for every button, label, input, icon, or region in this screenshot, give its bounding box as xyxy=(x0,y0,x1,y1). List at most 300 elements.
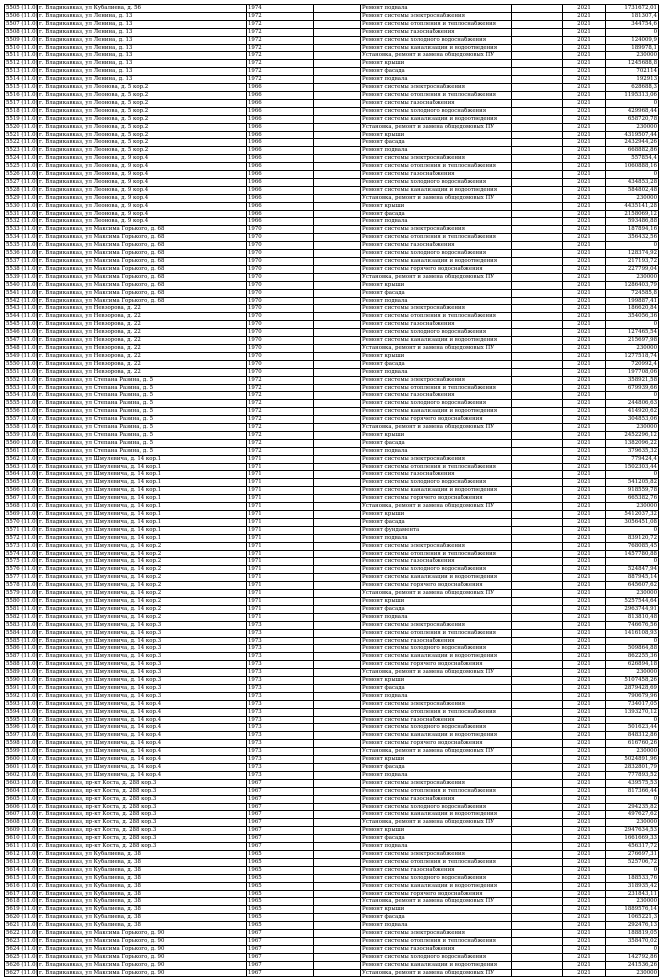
row-street: ул Кубалиева, д. 38 xyxy=(85,898,141,905)
row-id: 5597 (11.0) xyxy=(6,732,38,739)
table-row xyxy=(5,511,659,519)
row-plan-year: 2021 xyxy=(563,76,606,84)
row-empty-cell xyxy=(314,700,361,708)
row-id: 5507 (11.0) xyxy=(6,20,38,27)
table-row xyxy=(5,677,659,685)
row-cost: 227799,04 xyxy=(606,265,659,273)
row-city: г. Владикавказ xyxy=(39,408,82,415)
row-cost: 456317,72 xyxy=(606,843,659,851)
row-empty-cell xyxy=(314,226,361,234)
row-empty-cell xyxy=(512,313,563,321)
row-build-year: 1970 xyxy=(247,250,314,258)
row-address: г. Владикавказ, ул Кубалиева, д. 38 xyxy=(38,874,247,882)
row-work-type: Ремонт крыши xyxy=(361,202,512,210)
row-plan-year: 2021 xyxy=(563,5,606,13)
row-empty-cell xyxy=(314,400,361,408)
row-cost: 0 xyxy=(606,945,659,953)
row-empty-cell xyxy=(314,732,361,740)
table-row xyxy=(5,60,659,68)
row-address: г. Владикавказ, ул Максима Горького, д. 68 xyxy=(38,289,247,297)
row-plan-year: 2021 xyxy=(563,171,606,179)
row-build-year: 1966 xyxy=(247,171,314,179)
row-work-type: Ремонт фасада xyxy=(361,68,512,76)
row-id: 5571 (11.0) xyxy=(6,526,38,533)
row-street: ул Степана Разина, д. 5 xyxy=(85,392,154,399)
row-street: ул Ленина, д. 13 xyxy=(85,36,133,43)
row-address: г. Владикавказ, ул Максима Горького, д. 68 xyxy=(38,250,247,258)
row-id: 5559 (11.0) xyxy=(6,431,38,438)
row-id: 5569 (11.0) xyxy=(6,511,38,517)
row-build-year: 1971 xyxy=(247,597,314,605)
row-address: г. Владикавказ, ул Степана Разина, д. 5 xyxy=(38,392,247,400)
row-empty-cell xyxy=(314,827,361,835)
row-build-year: 1966 xyxy=(247,163,314,171)
row-cost: 414920,62 xyxy=(606,408,659,416)
row-street: ул Степана Разина, д. 5 xyxy=(85,439,154,446)
row-plan-year: 2021 xyxy=(563,621,606,629)
row-plan-year: 2021 xyxy=(563,724,606,732)
table-row xyxy=(5,463,659,471)
row-work-type: Ремонт системы электроснабжения xyxy=(361,621,512,629)
row-build-year: 1972 xyxy=(247,12,314,20)
row-build-year: 1971 xyxy=(247,574,314,582)
row-build-year: 1965 xyxy=(247,890,314,898)
table-row xyxy=(5,803,659,811)
row-street: ул Невзорова, д. 22 xyxy=(85,337,141,344)
row-cost: 230000 xyxy=(606,503,659,511)
row-build-year: 1966 xyxy=(247,99,314,107)
row-build-year: 1966 xyxy=(247,186,314,194)
table-row xyxy=(5,431,659,439)
row-id: 5511 (11.0) xyxy=(6,52,38,59)
table-row xyxy=(5,503,659,511)
row-work-type: Ремонт фасада xyxy=(361,605,512,613)
row-city: г. Владикавказ xyxy=(39,250,82,257)
row-address: г. Владикавказ, ул Шмулевича, д. 14 кор.3 xyxy=(38,669,247,677)
row-id: 5557 (11.0) xyxy=(6,416,38,423)
row-cost: 3056451,08 xyxy=(606,518,659,526)
row-empty-cell xyxy=(314,684,361,692)
row-empty-cell xyxy=(314,28,361,36)
table-row xyxy=(5,250,659,258)
row-empty-cell xyxy=(314,463,361,471)
row-work-type: Ремонт подвала xyxy=(361,218,512,226)
row-street: ул Кубалиева, д. 38 xyxy=(85,874,141,881)
row-plan-year: 2021 xyxy=(563,226,606,234)
table-row xyxy=(5,400,659,408)
row-street: ул Шмулевича, д. 14 кор.1 xyxy=(85,518,162,525)
row-city: г. Владикавказ xyxy=(39,764,82,770)
row-city: г. Владикавказ xyxy=(39,700,82,707)
row-address: г. Владикавказ, пр-кт Коста, д. 288 кор.3 xyxy=(38,819,247,827)
row-city: г. Владикавказ xyxy=(39,424,82,431)
row-cost: 665382,76 xyxy=(606,495,659,503)
row-city: г. Владикавказ xyxy=(39,463,82,470)
row-work-type: Ремонт системы холодного водоснабжения xyxy=(361,329,512,337)
table-row xyxy=(5,645,659,653)
row-empty-cell xyxy=(512,677,563,685)
row-address: г. Владикавказ, ул Леонова, д. 5 кор.2 xyxy=(38,91,247,99)
row-build-year: 1971 xyxy=(247,613,314,621)
row-empty-cell xyxy=(314,637,361,645)
row-plan-year: 2021 xyxy=(563,795,606,803)
row-empty-cell xyxy=(512,566,563,574)
row-work-type: Установка, ремонт и замена общедомовых ПУ xyxy=(361,669,512,677)
row-empty-cell xyxy=(512,60,563,68)
row-plan-year: 2021 xyxy=(563,922,606,930)
row-cost: 1060888,16 xyxy=(606,163,659,171)
row-street: ул Шмулевича, д. 14 кор.2 xyxy=(85,558,162,565)
row-id: 5527 (11.0) xyxy=(6,178,38,185)
table-row xyxy=(5,99,659,107)
row-id: 5586 (11.0) xyxy=(6,645,38,652)
row-empty-cell xyxy=(314,835,361,843)
row-empty-cell xyxy=(314,210,361,218)
row-build-year: 1970 xyxy=(247,281,314,289)
row-city: г. Владикавказ xyxy=(39,503,82,510)
table-row xyxy=(5,526,659,534)
row-street: ул Степана Разина, д. 5 xyxy=(85,447,154,454)
row-id: 5526 (11.0) xyxy=(6,171,38,178)
row-build-year: 1972 xyxy=(247,20,314,28)
row-plan-year: 2021 xyxy=(563,945,606,953)
row-street: ул Шмулевича, д. 14 кор.1 xyxy=(85,479,162,486)
row-plan-year: 2021 xyxy=(563,202,606,210)
row-street: ул Шмулевича, д. 14 кор.4 xyxy=(85,740,162,747)
row-work-type: Ремонт системы канализации и водоотведения xyxy=(361,653,512,661)
row-plan-year: 2021 xyxy=(563,566,606,574)
row-street: ул Шмулевича, д. 14 кор.3 xyxy=(85,653,162,660)
row-street: ул Максима Горького, д. 90 xyxy=(85,930,165,937)
table-row xyxy=(5,139,659,147)
row-empty-cell xyxy=(512,858,563,866)
row-build-year: 1972 xyxy=(247,447,314,455)
row-address: г. Владикавказ, ул Максима Горького, д. 68 xyxy=(38,281,247,289)
row-address: г. Владикавказ, ул Шмулевича, д. 14 кор.3 xyxy=(38,677,247,685)
row-id: 5517 (11.0) xyxy=(6,99,38,106)
row-cost: 0 xyxy=(606,471,659,479)
row-plan-year: 2021 xyxy=(563,155,606,163)
row-cost: 358921,58 xyxy=(606,376,659,384)
row-city: г. Владикавказ xyxy=(39,803,82,810)
row-city: г. Владикавказ xyxy=(39,392,82,399)
row-address: г. Владикавказ, ул Максима Горького, д. 68 xyxy=(38,265,247,273)
row-empty-cell xyxy=(314,408,361,416)
row-build-year: 1973 xyxy=(247,645,314,653)
row-empty-cell xyxy=(314,178,361,186)
table-row xyxy=(5,155,659,163)
table-row xyxy=(5,613,659,621)
row-empty-cell xyxy=(314,305,361,313)
row-address: г. Владикавказ, ул Ленина, д. 13 xyxy=(38,68,247,76)
row-work-type: Ремонт системы электроснабжения xyxy=(361,376,512,384)
row-cost: 358470,02 xyxy=(606,937,659,945)
row-city: г. Владикавказ xyxy=(39,621,82,628)
row-id: 5593 (11.0) xyxy=(6,700,38,707)
table-row xyxy=(5,313,659,321)
row-plan-year: 2021 xyxy=(563,969,606,977)
row-work-type: Ремонт подвала xyxy=(361,613,512,621)
row-id: 5587 (11.0) xyxy=(6,653,38,660)
row-build-year: 1972 xyxy=(247,424,314,432)
row-work-type: Ремонт системы электроснабжения xyxy=(361,305,512,313)
row-city: г. Владикавказ xyxy=(39,447,82,454)
table-row xyxy=(5,748,659,756)
row-empty-cell xyxy=(314,163,361,171)
row-empty-cell xyxy=(512,52,563,60)
row-street: ул Леонова, д. 9 кор.4 xyxy=(85,202,149,209)
row-build-year: 1970 xyxy=(247,258,314,266)
table-row xyxy=(5,550,659,558)
table-row xyxy=(5,178,659,186)
row-plan-year: 2021 xyxy=(563,700,606,708)
row-empty-cell xyxy=(512,787,563,795)
row-city: г. Владикавказ xyxy=(39,771,82,778)
row-plan-year: 2021 xyxy=(563,866,606,874)
row-build-year: 1973 xyxy=(247,669,314,677)
table-row xyxy=(5,234,659,242)
row-empty-cell xyxy=(314,495,361,503)
row-empty-cell xyxy=(314,874,361,882)
table-row xyxy=(5,384,659,392)
row-city: г. Владикавказ xyxy=(39,597,82,604)
row-street: пр-кт Коста, д. 288 кор.3 xyxy=(85,819,157,826)
row-empty-cell xyxy=(314,68,361,76)
row-city: г. Владикавказ xyxy=(39,819,82,826)
row-street: ул Ленина, д. 13 xyxy=(85,20,133,27)
row-plan-year: 2021 xyxy=(563,273,606,281)
row-cost: 645607,62 xyxy=(606,582,659,590)
row-empty-cell xyxy=(512,550,563,558)
row-id: 5544 (11.0) xyxy=(6,313,38,320)
row-city: г. Владикавказ xyxy=(39,724,82,731)
row-work-type: Ремонт системы газоснабжения xyxy=(361,471,512,479)
row-work-type: Ремонт системы отопления и теплоснабжения xyxy=(361,20,512,28)
row-city: г. Владикавказ xyxy=(39,930,82,937)
row-empty-cell xyxy=(314,242,361,250)
row-cost: 0 xyxy=(606,795,659,803)
row-empty-cell xyxy=(314,645,361,653)
row-empty-cell xyxy=(512,163,563,171)
row-id: 5558 (11.0) xyxy=(6,424,38,431)
row-plan-year: 2021 xyxy=(563,756,606,764)
row-cost: 4319507,44 xyxy=(606,131,659,139)
row-empty-cell xyxy=(512,352,563,360)
row-address: г. Владикавказ, ул Шмулевича, д. 14 кор.1 xyxy=(38,487,247,495)
row-empty-cell xyxy=(314,44,361,52)
row-build-year: 1965 xyxy=(247,906,314,914)
row-address: г. Владикавказ, ул Шмулевича, д. 14 кор.1 xyxy=(38,526,247,534)
row-empty-cell xyxy=(314,764,361,772)
row-street: ул Леонова, д. 9 кор.4 xyxy=(85,178,149,185)
row-plan-year: 2021 xyxy=(563,471,606,479)
row-city: г. Владикавказ xyxy=(39,376,82,383)
table-row xyxy=(5,171,659,179)
row-street: пр-кт Коста, д. 288 кор.3 xyxy=(85,827,157,834)
row-id: 5581 (11.0) xyxy=(6,605,38,612)
row-city: г. Владикавказ xyxy=(39,5,82,11)
row-plan-year: 2021 xyxy=(563,431,606,439)
row-empty-cell xyxy=(314,297,361,305)
row-address: г. Владикавказ, ул Леонова, д. 9 кор.4 xyxy=(38,210,247,218)
table-row xyxy=(5,661,659,669)
row-empty-cell xyxy=(512,202,563,210)
row-plan-year: 2021 xyxy=(563,305,606,313)
row-empty-cell xyxy=(512,265,563,273)
row-address: г. Владикавказ, ул Максима Горького, д. 68 xyxy=(38,297,247,305)
row-city: г. Владикавказ xyxy=(39,787,82,794)
row-id: 5591 (11.0) xyxy=(6,684,38,691)
row-empty-cell xyxy=(512,289,563,297)
row-id: 5564 (11.0) xyxy=(6,471,38,478)
row-plan-year: 2021 xyxy=(563,36,606,44)
row-build-year: 1967 xyxy=(247,819,314,827)
row-address: г. Владикавказ, ул Леонова, д. 9 кор.4 xyxy=(38,178,247,186)
row-empty-cell xyxy=(314,787,361,795)
row-street: ул Максима Горького, д. 68 xyxy=(85,258,165,264)
row-street: ул Шмулевича, д. 14 кор.1 xyxy=(85,526,162,533)
row-address: г. Владикавказ, ул Ленина, д. 13 xyxy=(38,12,247,20)
row-cost: 497627,62 xyxy=(606,811,659,819)
row-address: г. Владикавказ, ул Леонова, д. 5 кор.2 xyxy=(38,139,247,147)
row-cost: 734017,05 xyxy=(606,700,659,708)
row-city: г. Владикавказ xyxy=(39,210,82,217)
row-city: г. Владикавказ xyxy=(39,60,82,67)
row-plan-year: 2021 xyxy=(563,898,606,906)
row-cost: 2963744,91 xyxy=(606,605,659,613)
row-address: г. Владикавказ, ул Невзорова, д. 22 xyxy=(38,321,247,329)
row-empty-cell xyxy=(512,969,563,977)
row-city: г. Владикавказ xyxy=(39,684,82,691)
row-work-type: Ремонт системы холодного водоснабжения xyxy=(361,36,512,44)
table-row xyxy=(5,368,659,376)
table-row xyxy=(5,447,659,455)
row-empty-cell xyxy=(314,455,361,463)
row-empty-cell xyxy=(512,487,563,495)
table-row xyxy=(5,12,659,20)
row-empty-cell xyxy=(512,835,563,843)
row-plan-year: 2021 xyxy=(563,677,606,685)
row-address: г. Владикавказ, ул Шмулевича, д. 14 кор.3 xyxy=(38,621,247,629)
row-empty-cell xyxy=(512,258,563,266)
row-plan-year: 2021 xyxy=(563,653,606,661)
row-work-type: Установка, ремонт и замена общедомовых ПУ xyxy=(361,969,512,977)
row-empty-cell xyxy=(512,455,563,463)
repair-registry-table xyxy=(4,4,659,977)
row-work-type: Ремонт системы газоснабжения xyxy=(361,99,512,107)
row-city: г. Владикавказ xyxy=(39,178,82,185)
row-id: 5533 (11.0) xyxy=(6,226,38,233)
row-cost: 1661669,33 xyxy=(606,835,659,843)
row-cost: 356432,56 xyxy=(606,234,659,242)
row-address: г. Владикавказ, ул Шмулевича, д. 14 кор.1 xyxy=(38,455,247,463)
table-row xyxy=(5,724,659,732)
row-plan-year: 2021 xyxy=(563,803,606,811)
row-empty-cell xyxy=(512,44,563,52)
table-row xyxy=(5,843,659,851)
row-work-type: Ремонт системы горячего водоснабжения xyxy=(361,890,512,898)
row-empty-cell xyxy=(314,60,361,68)
row-plan-year: 2021 xyxy=(563,455,606,463)
row-cost: 1393270,12 xyxy=(606,708,659,716)
row-address: г. Владикавказ, ул Невзорова, д. 22 xyxy=(38,344,247,352)
row-empty-cell xyxy=(512,360,563,368)
row-work-type: Ремонт системы отопления и теплоснабжения xyxy=(361,463,512,471)
row-address: г. Владикавказ, ул Леонова, д. 5 кор.2 xyxy=(38,123,247,131)
row-build-year: 1972 xyxy=(247,36,314,44)
row-work-type: Ремонт системы отопления и теплоснабжения xyxy=(361,629,512,637)
row-street: ул Максима Горького, д. 68 xyxy=(85,273,165,280)
row-street: ул Шмулевича, д. 14 кор.1 xyxy=(85,487,162,494)
row-cost: 1245688,8 xyxy=(606,60,659,68)
row-empty-cell xyxy=(314,740,361,748)
row-plan-year: 2021 xyxy=(563,771,606,779)
row-work-type: Ремонт системы канализации и водоотведения xyxy=(361,487,512,495)
row-address: г. Владикавказ, ул Кубалиева, д. 38 xyxy=(38,906,247,914)
row-cost: 128374,92 xyxy=(606,250,659,258)
row-empty-cell xyxy=(314,629,361,637)
row-build-year: 1972 xyxy=(247,439,314,447)
row-build-year: 1970 xyxy=(247,289,314,297)
table-row xyxy=(5,637,659,645)
table-row xyxy=(5,186,659,194)
row-empty-cell xyxy=(314,265,361,273)
row-address: г. Владикавказ, ул Шмулевича, д. 14 кор.3 xyxy=(38,661,247,669)
row-empty-cell xyxy=(512,131,563,139)
row-empty-cell xyxy=(512,906,563,914)
row-plan-year: 2021 xyxy=(563,534,606,542)
row-empty-cell xyxy=(314,91,361,99)
row-empty-cell xyxy=(512,99,563,107)
table-row xyxy=(5,566,659,574)
row-street: ул Степана Разина, д. 5 xyxy=(85,416,154,423)
row-empty-cell xyxy=(314,795,361,803)
row-city: г. Владикавказ xyxy=(39,265,82,272)
row-empty-cell xyxy=(512,819,563,827)
row-build-year: 1971 xyxy=(247,487,314,495)
row-city: г. Владикавказ xyxy=(39,155,82,162)
row-empty-cell xyxy=(512,803,563,811)
row-empty-cell xyxy=(512,91,563,99)
row-work-type: Ремонт системы электроснабжения xyxy=(361,700,512,708)
row-cost: 1889576,14 xyxy=(606,906,659,914)
row-empty-cell xyxy=(512,28,563,36)
row-city: г. Владикавказ xyxy=(39,779,82,786)
row-city: г. Владикавказ xyxy=(39,297,82,304)
row-id: 5553 (11.0) xyxy=(6,384,38,391)
row-cost: 188533,76 xyxy=(606,874,659,882)
row-address: г. Владикавказ, ул Леонова, д. 5 кор.2 xyxy=(38,115,247,123)
row-empty-cell xyxy=(512,297,563,305)
row-id: 5584 (11.0) xyxy=(6,629,38,636)
row-city: г. Владикавказ xyxy=(39,843,82,850)
row-plan-year: 2021 xyxy=(563,716,606,724)
row-build-year: 1971 xyxy=(247,526,314,534)
row-city: г. Владикавказ xyxy=(39,139,82,146)
row-address: г. Владикавказ, ул Степана Разина, д. 5 xyxy=(38,376,247,384)
row-work-type: Ремонт системы отопления и теплоснабжения xyxy=(361,550,512,558)
row-work-type: Ремонт системы газоснабжения xyxy=(361,795,512,803)
table-row xyxy=(5,930,659,938)
row-empty-cell xyxy=(314,352,361,360)
row-empty-cell xyxy=(314,748,361,756)
row-plan-year: 2021 xyxy=(563,629,606,637)
row-plan-year: 2021 xyxy=(563,147,606,155)
row-cost: 230000 xyxy=(606,669,659,677)
row-empty-cell xyxy=(314,416,361,424)
row-empty-cell xyxy=(314,329,361,337)
row-id: 5567 (11.0) xyxy=(6,495,38,502)
